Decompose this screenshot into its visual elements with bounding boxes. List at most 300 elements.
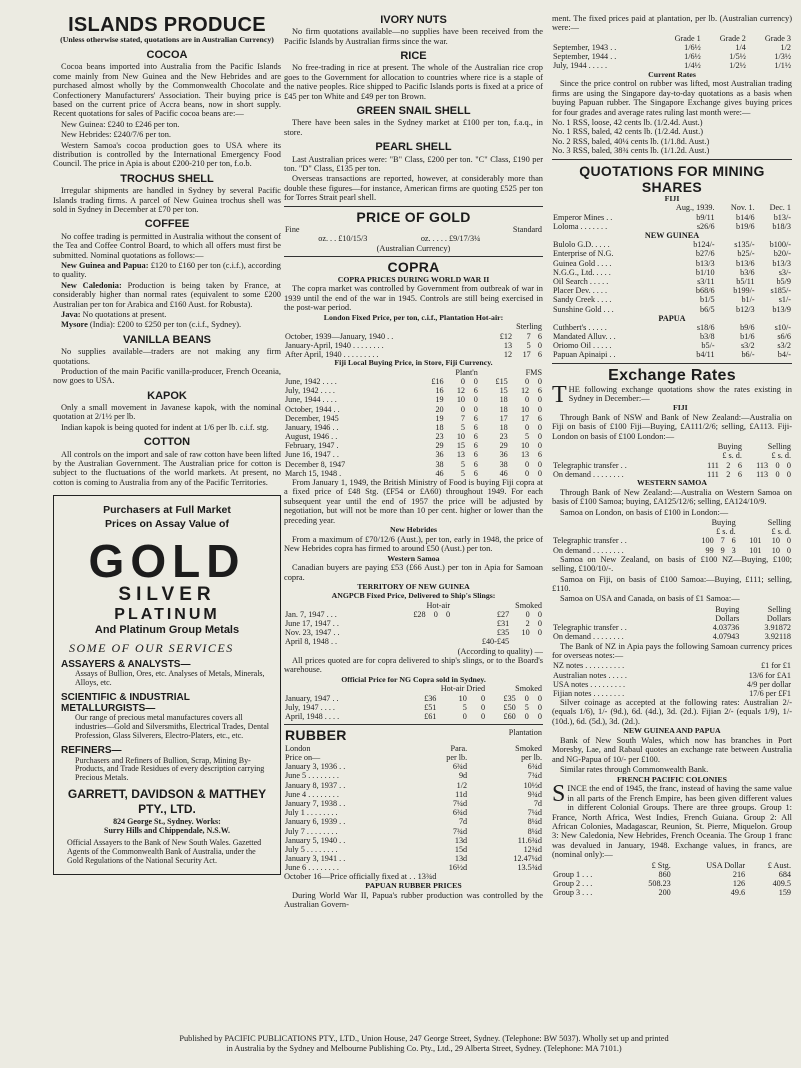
- mining-row-cell: b19/6: [736, 221, 755, 231]
- rubber-row-cell: 9d: [458, 771, 468, 781]
- mining-row-cell: s3/-: [778, 267, 791, 277]
- rubber-row-cell: 11.6¾d: [517, 835, 542, 845]
- pearl-heading: PEARL SHELL: [375, 141, 452, 154]
- current-rate-item: No. 2 RSS, baled, 40¼ cents lb. (1/1.8d. Aust.): [552, 136, 710, 146]
- ad-note: Official Assayers to the Bank of New South Wales. Gazetted Agents of the Commonwealth Bank of Australia, under the Gold Regulations of the National Security Act.: [67, 838, 262, 865]
- angpcb-row-cell: [398, 637, 427, 646]
- mining-row-cell: s185/-: [770, 286, 791, 296]
- rubber-row-cell: 9¾d: [527, 789, 542, 799]
- london-price-row-cell: 6: [537, 349, 542, 359]
- angpcb-row-cell: 0: [537, 609, 542, 619]
- franc-row-cell: Group 2 . . .: [553, 878, 593, 888]
- current-rate-item: No. 1 RSS, baled, 42 cents lb. (1/2.4d. Aust.): [552, 127, 703, 137]
- sydney-price-row-cell: £35: [503, 693, 516, 703]
- samoa-exchange-row-cell: 100: [701, 536, 714, 546]
- fiji-price-row-cell: 29: [435, 441, 444, 451]
- fiji-price-row-cell: December, 1945: [285, 413, 339, 423]
- mining-row: [552, 305, 792, 314]
- notes-row-cell: £1 for £1: [760, 661, 791, 671]
- publisher-footer: [56, 1034, 792, 1054]
- mining-row-cell: Enterprise of N.G.: [553, 249, 614, 259]
- notes-row: [552, 680, 792, 689]
- angpcb-row-cell: [439, 619, 451, 628]
- angpcb-heading: ANGPCB Fixed Price, Delivered to Ship's Slings:: [331, 590, 496, 600]
- mining-row-cell: s10/-: [774, 322, 791, 332]
- current-rates-list: [552, 118, 792, 156]
- exchange-samoa-heading: WESTERN SAMOA: [637, 478, 707, 488]
- grade-row-cell: 1/4½: [684, 61, 701, 71]
- mining-row-cell: b13/3: [772, 258, 791, 268]
- mining-row-cell: b5/-: [701, 341, 715, 351]
- footer-line-1: Published by PACIFIC PUBLICATIONS PTY., LTD., Union House, 247 George Street, Sydney. (Telephone: BW 5037). Wholly set up and printed: [179, 1034, 669, 1043]
- exchange-fiji-heading: FIJI: [672, 403, 688, 413]
- rubber-row: [284, 771, 543, 780]
- sydney-price-row-cell: £61: [424, 712, 437, 721]
- fiji-price-row-cell: 0: [537, 441, 542, 451]
- coffee-new-caledonia: New Caledonia: Production is being taken by France, at considerably higher than normal rates (equivalent to some £200 Australian per ton for Arabica and £160 Aust. for Robusta).: [53, 280, 281, 309]
- coffee-new-guinea: New Guinea and Papua: £120 to £160 per ton (c.i.f.), according to quality.: [53, 260, 281, 280]
- ad-line-1: Purchasers at Full Market: [103, 504, 231, 517]
- rubber-row-cell: 7¾d: [527, 771, 542, 781]
- divider: [552, 363, 792, 364]
- franc-row-cell: Group 1 . . .: [553, 869, 593, 879]
- fiji-price-row-cell: 7: [460, 413, 466, 423]
- rubber-row: [284, 845, 543, 854]
- mining-row-cell: b9/6: [740, 322, 755, 332]
- coffee-heading: COFFEE: [144, 218, 190, 231]
- fiji-price-row-cell: 12: [456, 386, 466, 396]
- fpc-text: SINCE the end of 1945, the franc, instead of having the same value in all parts of the French Empire, has been given different values in different Colonial Groups. There are three groups. Group 1: France, North Africa, West Indies, French Guiana. Group 2: All African Colonies, Madagascar, Reunion, St. Pierre, Miquelon. Group 3: New Caledonia, New Hebrides, French Oceania. The Group 1 franc was devalued in January, 1948. Exchange values, in francs, are (nominal only):—: [552, 781, 792, 860]
- mining-row: [552, 323, 792, 332]
- sydney-price-row-cell: 10: [458, 693, 467, 703]
- cotton-text: All controls on the import and sale of raw cotton have been lifted by the Australian Government. The Australian price for cotton is subject to the fluctuations of the world markets. At present, no cotton is coming to Australia from any of the Pacific Territories.: [53, 449, 281, 487]
- fiji-price-row-cell: 6: [473, 386, 478, 396]
- fiji-price-row-cell: June 16, 1947 . .: [285, 450, 339, 460]
- fpc-heading: FRENCH PACIFIC COLONIES: [617, 774, 727, 784]
- mining-row-cell: b3/8: [700, 332, 715, 342]
- london-price-row-cell: October, 1939—January, 1940 . .: [285, 331, 394, 341]
- sydney-price-row-cell: 0: [480, 702, 486, 712]
- grade-row: [552, 43, 792, 52]
- fiji-exchange-table: Buying Selling £ s. d. £ s. d. Telegraphic transfer . . 111 2 6 113 0 0 On demand . . . . . . . . 111 2 6 113 0 0: [553, 442, 791, 479]
- mining-row-cell: Oil Search . . . . .: [553, 276, 609, 286]
- ad-address-1: 824 George St., Sydney. Works:: [113, 817, 221, 827]
- fiji-price-row-cell: 0: [537, 468, 542, 478]
- fiji-exchange-row-cell: 2: [726, 460, 731, 470]
- papuan-rubber-text: During World War II, Papua's rubber production was controlled by the Australian Govern-: [284, 890, 543, 910]
- mining-row-cell: b20/-: [773, 249, 791, 259]
- fiji-price-row-cell: 6: [473, 413, 478, 423]
- fiji-price-row-cell: 46: [435, 468, 444, 478]
- gold-price-heading: PRICE OF GOLD: [356, 208, 471, 225]
- fiji-price-row-cell: 0: [473, 376, 478, 386]
- mining-row-cell: b4/11: [696, 350, 715, 360]
- mining-row: [552, 350, 792, 359]
- vanilla-text: No supplies available—traders are not making any firm quotations.: [53, 347, 281, 366]
- franc-row-cell: 409.5: [772, 878, 791, 888]
- grade-row-cell: 1/2½: [729, 61, 746, 71]
- angpcb-row-cell: 0: [446, 609, 451, 619]
- mining-row-cell: b1/-: [741, 295, 755, 305]
- fiji-price-row-cell: 18: [435, 422, 444, 432]
- fiji-price-row: [284, 414, 543, 423]
- sydney-price-row-cell: April, 1948 . . . .: [285, 712, 340, 721]
- fiji-price-row: [284, 423, 543, 432]
- sydney-price-row-cell: January, 1947 . .: [285, 693, 339, 703]
- mining-fiji-heading: FIJI: [664, 193, 680, 203]
- franc-row-cell: 216: [732, 869, 746, 879]
- mining-row: [552, 286, 792, 295]
- ad-assayers-text: Assays of Bullion, Ores, etc. Analyses of Metals, Minerals, Alloys, etc.: [75, 669, 265, 688]
- mining-row-cell: s3/2: [777, 341, 791, 351]
- rubber-row-cell: 12.47¼d: [513, 854, 542, 864]
- sydney-price-row-cell: 0: [524, 693, 529, 703]
- rubber-row-cell: 7d: [533, 798, 542, 808]
- ad-metallurgists-text: Our range of precious metal manufactures covers all industries—Gold and Silversmiths, Electrical Trades, Dental Profession, Glass Silverers, Electro-Platers, etc., etc.: [75, 713, 269, 741]
- sydney-price-heading: Official Price for NG Copra sold in Sydney.: [341, 674, 486, 684]
- franc-row-cell: 159: [778, 888, 791, 898]
- samoa-exchange-row-cell: 101: [749, 536, 762, 546]
- sydney-price-row-cell: £36: [424, 693, 437, 703]
- coffee-text: No coffee trading is permitted in Australia without the consent of the Tea and Coffee Control Board, to which all offers must first be submitted. Nominal quotations as follows:—: [53, 231, 281, 260]
- usa-exchange-row-cell: 3.91872: [764, 623, 791, 633]
- london-price-row-cell: After April, 1940 . . . . . . . . .: [285, 349, 379, 359]
- cocoa-new-hebrides: New Hebrides: £240/7/6 per ton.: [61, 130, 172, 140]
- fiji-price-row: [284, 460, 543, 469]
- fiji-price-row-cell: 10: [520, 441, 530, 451]
- rubber-row: [284, 863, 543, 872]
- divider: [284, 206, 543, 207]
- rubber-row-cell: July 5 . . . . . . . .: [285, 844, 338, 854]
- mining-heading: QUOTATIONS FOR MINING SHARES: [579, 162, 765, 195]
- mining-row-cell: s3/11: [697, 276, 715, 286]
- fiji-price-row-cell: 6: [473, 432, 478, 442]
- fiji-price-row-cell: 38: [499, 459, 508, 469]
- fiji-exchange-row-cell: 111: [707, 460, 719, 470]
- mining-row-cell: b5/9: [776, 276, 791, 286]
- fiji-price-heading: Fiji Local Buying Price, in Store, Fiji Currency.: [334, 358, 493, 368]
- gold-price-table: Fine Standard oz. . . £10/15/3 oz. . . . . £9/17/3¼: [285, 225, 542, 244]
- currency-note: (Unless otherwise stated, quotations are in Australian Currency): [60, 35, 274, 45]
- cocoa-samoa: Western Samoa's cocoa production goes to USA where its distribution is controlled by the International Emergency Food Council. The price in Apia is about £200-210 per ton, f.o.b.: [53, 140, 281, 169]
- fiji-exchange-row: [552, 461, 792, 470]
- mining-row-cell: b3/6: [740, 267, 755, 277]
- fiji-price-row-cell: 19: [435, 395, 444, 405]
- mining-row-cell: b4/-: [777, 350, 791, 360]
- notes-row-cell: NZ notes . . . . . . . . . .: [553, 661, 625, 671]
- mining-row-cell: b6/-: [741, 350, 755, 360]
- rubber-row: [284, 808, 543, 817]
- samoa-exchange-row-cell: 10: [771, 536, 780, 546]
- angpcb-row-cell: Nov. 23, 1947 . .: [285, 628, 340, 638]
- franc-table: £ Stg. USA Dollar £ Aust. Group 1 . . . 860 216 684 Group 2 . . . 508.23 126 409.5 Group 3 . . . 200 49.6 159: [553, 860, 791, 898]
- fiji-price-row: [284, 405, 543, 414]
- fiji-price-row-cell: June, 1944 . . . .: [285, 395, 337, 405]
- mining-row: [552, 332, 792, 341]
- mining-row-cell: Loloma . . . . . . .: [553, 221, 608, 231]
- samoa-exchange-row-cell: Telegraphic transfer . .: [553, 536, 627, 546]
- samoa-exchange-row: [552, 546, 792, 555]
- notes-row-cell: 17/6 per £F1: [749, 688, 791, 698]
- samoa-text-4: Samoa on Fiji, on basis of £100 Samoa:—Buying, £111; selling, £110.: [552, 574, 792, 593]
- london-price-row: [284, 341, 543, 350]
- silver-text: Silver coinage as accepted at the following rates: Australian 2/- (equals 1/6), 1/- (9d.), 6d. (4d.), 3d. (2d.). Fijian 2/- (equals 1/9), 1/- (10d.), 6d. (5d.), 3d. (2d.).: [552, 698, 792, 726]
- rice-heading: RICE: [400, 50, 427, 63]
- fiji-price-row-cell: 6: [473, 450, 478, 460]
- papuan-rubber-heading: PAPUAN RUBBER PRICES: [365, 880, 462, 890]
- angpcb-row-cell: [427, 637, 439, 646]
- notes-row-cell: 4/9 per dollar: [746, 679, 791, 689]
- mining-row-cell: s18/6: [696, 322, 715, 332]
- trochus-heading: TROCHUS SHELL: [120, 172, 214, 185]
- london-price-row-cell: £12: [499, 331, 513, 341]
- fiji-price-row-cell: 5: [460, 459, 466, 469]
- notes-row: [552, 689, 792, 698]
- angpcb-row-cell: 0: [537, 628, 542, 638]
- rubber-row-cell: 1/2: [456, 780, 468, 790]
- samoa-exchange-row-cell: 0: [786, 536, 791, 546]
- grade-row-cell: 1/6½: [684, 43, 701, 52]
- fiji-price-row-cell: June, 1942 . . . .: [285, 376, 337, 386]
- notes-row-cell: Fijian notes . . . . . . . .: [553, 688, 625, 698]
- fiji-price-row: [284, 386, 543, 395]
- mining-section-heading: PAPUA: [658, 313, 686, 323]
- fiji-price-row-cell: 0: [537, 432, 542, 442]
- rubber-row-cell: 15d: [454, 844, 468, 854]
- fiji-price-row-cell: 5: [460, 468, 466, 478]
- sydney-price-row-cell: 0: [462, 712, 467, 721]
- usa-exchange-row-cell: Telegraphic transfer . .: [553, 623, 627, 633]
- ministry-text: From January 1, 1949, the British Ministry of Food is buying Fiji copra at a fixed price of £48 Stg. (£F54 or £A60) throughout 1949. For each subsequent year until the end of 1957 the price will be adjusted by negotiation, but will not be more than 10 per cent. higher or lower than the preceding year.: [284, 478, 543, 525]
- sydney-price-row-cell: 0: [480, 712, 486, 721]
- kapok-text-2: Indian kapok is being quoted for indent at 1/6 per lb. c.i.f. stg.: [61, 422, 269, 432]
- new-hebrides-heading: New Hebrides: [390, 525, 437, 535]
- footer-line-2: in Australia by the Sydney and Melbourne Publishing Co. Pty., Ltd., 29 Alberta Street, Sydney. (Telephone: MA 7101.): [226, 1043, 622, 1053]
- grade-row-cell: 1/3½: [774, 52, 791, 62]
- rubber-row-cell: 7d: [458, 817, 468, 827]
- cocoa-text: Cocoa beans imported into Australia from the Pacific Islands come mainly from New Guinea and the New Hebrides and are purchased almost wholly by the Commonwealth Chocolate and Confectionery Manufacturers' Association. Their buying price is based on the current price of Accra beans, now in short supply. Recent quotations for sales of Pacific cocoa beans are:—: [53, 62, 281, 119]
- sydney-price-row-cell: 0: [480, 693, 486, 703]
- samoa-exchange-row-cell: 3: [731, 545, 736, 555]
- ad-refiners: REFINERS—: [61, 745, 122, 757]
- nz-note: The Bank of NZ in Apia pays the following Samoan currency prices for overseas notes:—: [552, 641, 792, 660]
- rubber-row-cell: 8¼d: [527, 826, 542, 836]
- mining-row-cell: b25/-: [737, 249, 755, 259]
- fiji-exchange-row-cell: 2: [726, 469, 731, 479]
- mining-row-cell: b27/6: [695, 249, 715, 259]
- fiji-price-row-cell: 0: [537, 422, 542, 432]
- divider: [284, 724, 543, 725]
- rubber-row-cell: 7¼d: [452, 798, 468, 808]
- sydney-price-row-cell: 0: [537, 712, 542, 721]
- fiji-exchange-row-cell: 0: [786, 469, 791, 479]
- mining-row-cell: s3/2: [741, 341, 755, 351]
- angpcb-row-cell: [439, 637, 451, 646]
- sydney-price-row: [284, 703, 543, 712]
- mining-row-cell: Sunshine Gold . . .: [553, 304, 614, 314]
- angpcb-row: [284, 610, 543, 619]
- fiji-price-row-cell: 20: [435, 404, 444, 414]
- fiji-price-row-cell: December 8, 1947: [285, 459, 346, 469]
- fiji-price-row-cell: 17: [520, 413, 530, 423]
- mining-row-cell: Emperor Mines . .: [553, 212, 613, 222]
- mining-row-cell: b13/-: [773, 212, 791, 222]
- ad-metals: And Platinum Group Metals: [94, 624, 240, 637]
- mining-row-cell: b13/9: [772, 304, 791, 314]
- franc-row-cell: 200: [658, 888, 671, 898]
- mining-row-cell: Guinea Gold . . . .: [553, 258, 612, 268]
- coffee-java: Java: No quotations at present.: [61, 309, 167, 319]
- fiji-price-row-cell: 38: [435, 459, 444, 469]
- fiji-exchange-row-cell: 0: [786, 460, 791, 470]
- ngp-heading: NEW GUINEA AND PAPUA: [623, 726, 721, 736]
- fiji-price-row-cell: July, 1942 . . . .: [285, 386, 335, 396]
- fiji-price-row-cell: 23: [499, 432, 508, 442]
- grade-row-cell: 1/6½: [684, 52, 701, 62]
- fiji-price-row-cell: 0: [537, 376, 542, 386]
- rubber-row: [284, 762, 543, 771]
- vanilla-text-2: Production of the main Pacific vanilla-producer, French Oceania, now goes to USA.: [53, 366, 281, 386]
- gold-currency: (Australian Currency): [376, 243, 451, 253]
- rubber-row-cell: 13d: [454, 854, 468, 864]
- mining-row-cell: Sandy Creek . . . .: [553, 295, 612, 305]
- exchange-heading: Exchange Rates: [608, 366, 736, 384]
- mining-row-cell: s135/-: [734, 240, 755, 250]
- angpcb-row-cell: [427, 619, 439, 628]
- rubber-row-cell: January 5, 1940 . .: [285, 835, 346, 845]
- rubber-row-cell: July 7 . . . . . . . .: [285, 826, 338, 836]
- rubber-row-cell: 6¾d: [452, 762, 468, 772]
- franc-row: [552, 870, 792, 879]
- rubber-row: [284, 781, 543, 790]
- usa-exchange-row-cell: On demand . . . . . . . .: [553, 632, 624, 642]
- mining-row-cell: b1/10: [695, 267, 715, 277]
- london-price-row-cell: 7: [526, 331, 531, 341]
- angpcb-row-cell: [439, 628, 451, 637]
- fiji-price-row-cell: 36: [435, 450, 444, 460]
- samoa-exchange-row-cell: 9: [720, 545, 725, 555]
- rubber-row: [284, 854, 543, 863]
- angpcb-row: [284, 619, 543, 628]
- angpcb-row-cell: 2: [525, 618, 530, 628]
- grade-table: Grade 1 Grade 2 Grade 3 September, 1943 . . 1/6½ 1/4 1/2 September, 1944 . . 1/6½ 1/5½ 1/3½ July, 1944 . . . . . 1/4½ 1/2½ 1/1½: [553, 33, 791, 71]
- ad-assayers: ASSAYERS & ANALYSTS—: [61, 658, 191, 670]
- london-price-row: [284, 332, 543, 341]
- fiji-price-row-cell: 0: [537, 404, 542, 414]
- samoa-text-5: Samoa on USA and Canada, on basis of £1 Samoa:—: [560, 594, 740, 604]
- notes-row-cell: USA notes . . . . . . . . .: [553, 679, 626, 689]
- fiji-price-row-cell: 15: [456, 441, 466, 451]
- fiji-price-row-cell: 6: [473, 422, 478, 432]
- rubber-row: [284, 827, 543, 836]
- rubber-row-cell: 13.5¾d: [517, 863, 542, 873]
- snail-text: There have been sales in the Sydney market at £100 per ton, f.a.q., in store.: [284, 118, 543, 137]
- angpcb-row-cell: Jan. 7, 1947 . . .: [285, 609, 337, 619]
- fiji-price-row-cell: 6: [473, 468, 478, 478]
- exchange-fiji-text: Through Bank of NSW and Bank of New Zealand:—Australia on Fiji on basis of £100 Fiji—Buying, £A111/2/6; selling, £A113. Fiji-London on basis of £100 London:—: [552, 413, 792, 441]
- fiji-price-row: [284, 441, 543, 450]
- grade-row-cell: September, 1944 . .: [553, 52, 617, 62]
- fiji-price-row-cell: 18: [499, 404, 508, 414]
- mining-row: [552, 259, 792, 268]
- sydney-price-table: Hot-air Dried Smoked January, 1947 . . £36 10 0 £35 0 0 July, 1947 . . . . £51 5 0 £50 5 0 April, 1948 . . . . £61 0 0 £60 0 0: [285, 684, 542, 721]
- angpcb-row-cell: £27: [496, 609, 510, 619]
- angpcb-row-cell: [510, 637, 531, 646]
- rubber-row-cell: June 6 . . . . . . . .: [285, 863, 339, 873]
- current-rate-item: No. 3 RSS, baled, 38¾ cents lb. (1/1.2d. Aust.): [552, 146, 710, 156]
- sydney-price-row-cell: £50: [503, 702, 516, 712]
- usa-exchange-table: Buying Selling Dollars Dollars Telegraphic transfer . . 4.03736 3.91872 On demand . . . . . . . . 4.07943 3.92118: [553, 604, 791, 642]
- franc-row-cell: 49.6: [730, 888, 746, 898]
- fiji-price-row-cell: 5: [460, 422, 466, 432]
- angpcb-row-cell: 0: [433, 609, 438, 619]
- rubber-row: [284, 799, 543, 808]
- angpcb-row: [284, 628, 543, 637]
- rubber-row-cell: 7¼d: [527, 808, 542, 818]
- ad-company: GARRETT, DAVIDSON & MATTHEY PTY., LTD.: [67, 787, 267, 816]
- rubber-row-cell: 6¾d: [527, 762, 542, 772]
- usa-exchange-row-cell: 4.07943: [712, 632, 740, 642]
- rubber-row-cell: July 1 . . . . . . . .: [285, 808, 338, 818]
- fiji-price-row-cell: February, 1947 .: [285, 441, 339, 451]
- exchange-intro: THE following exchange quotations show the rates existing in Sydney in December:—: [552, 381, 792, 408]
- london-price-row-cell: 12: [503, 349, 513, 359]
- mining-row-cell: Papuan Apinaipi . .: [553, 350, 616, 360]
- fiji-price-row-cell: January, 1946 . .: [285, 422, 339, 432]
- western-samoa-heading: Western Samoa: [387, 553, 440, 563]
- fiji-price-row-cell: October, 1944 . .: [285, 404, 340, 414]
- grade-row-cell: 1/4: [735, 43, 746, 52]
- fiji-price-row-cell: 0: [537, 459, 542, 469]
- mining-row-cell: s1/-: [778, 295, 791, 305]
- franc-row-cell: 126: [732, 878, 746, 888]
- western-samoa-text: Canadian buyers are paying £53 (£66 Aust.) per ton in Apia for Samoan copra.: [284, 563, 543, 582]
- kapok-heading: KAPOK: [147, 389, 187, 402]
- fiji-price-row-cell: 6: [473, 459, 478, 469]
- angpcb-row-cell: 0: [525, 609, 530, 619]
- right-column: [552, 14, 792, 897]
- angpcb-row-cell: £31: [496, 618, 510, 628]
- fiji-price-row-cell: 0: [525, 459, 530, 469]
- sydney-price-row-cell: July, 1947 . . . .: [285, 702, 335, 712]
- grade-row-cell: 1/1½: [774, 61, 791, 71]
- grade-row-cell: 1/2: [780, 43, 791, 52]
- rubber-row-cell: 10½d: [523, 780, 542, 790]
- cocoa-new-guinea: New Guinea: £240 to £246 per ton.: [61, 119, 180, 129]
- mining-row: [552, 341, 792, 350]
- gold-advertisement: [53, 495, 281, 875]
- angpcb-row-cell: April 8, 1948 . .: [285, 637, 338, 647]
- angpcb-table: Hot-air Smoked Jan. 7, 1947 . . . £28 0 0 £27 0 0 June 17, 1947 . . £31 2 0 Nov. 23, 1947 . . £35 10 0 April 8, 1948 . . £40-£45: [285, 600, 542, 647]
- current-rate-item: No. 1 RSS, loose, 42 cents lb. (1/2.4d. Aust.): [552, 117, 703, 127]
- fiji-price-row-cell: 6: [537, 450, 542, 460]
- vanilla-heading: VANILLA BEANS: [123, 333, 211, 346]
- mining-row-cell: b68/6: [695, 286, 715, 296]
- mining-row-cell: Mandated Alluv. . .: [553, 332, 616, 342]
- samoa-exchange-row-cell: 0: [786, 545, 791, 555]
- fiji-price-row-cell: 6: [537, 386, 542, 396]
- fiji-price-row-cell: 15: [499, 386, 508, 396]
- ad-metallurgists: SCIENTIFIC & INDUSTRIAL METALLURGISTS—: [61, 692, 190, 715]
- mining-row: [552, 277, 792, 286]
- grade-row: [552, 52, 792, 61]
- rubber-row-cell: January 6, 1939 . .: [285, 817, 346, 827]
- franc-row-cell: Group 3 . . .: [553, 888, 593, 898]
- samoa-exchange-row-cell: 10: [771, 545, 780, 555]
- fiji-price-row-cell: 12: [520, 386, 530, 396]
- sydney-price-row-cell: £51: [424, 702, 437, 712]
- fiji-exchange-row-cell: 6: [737, 460, 742, 470]
